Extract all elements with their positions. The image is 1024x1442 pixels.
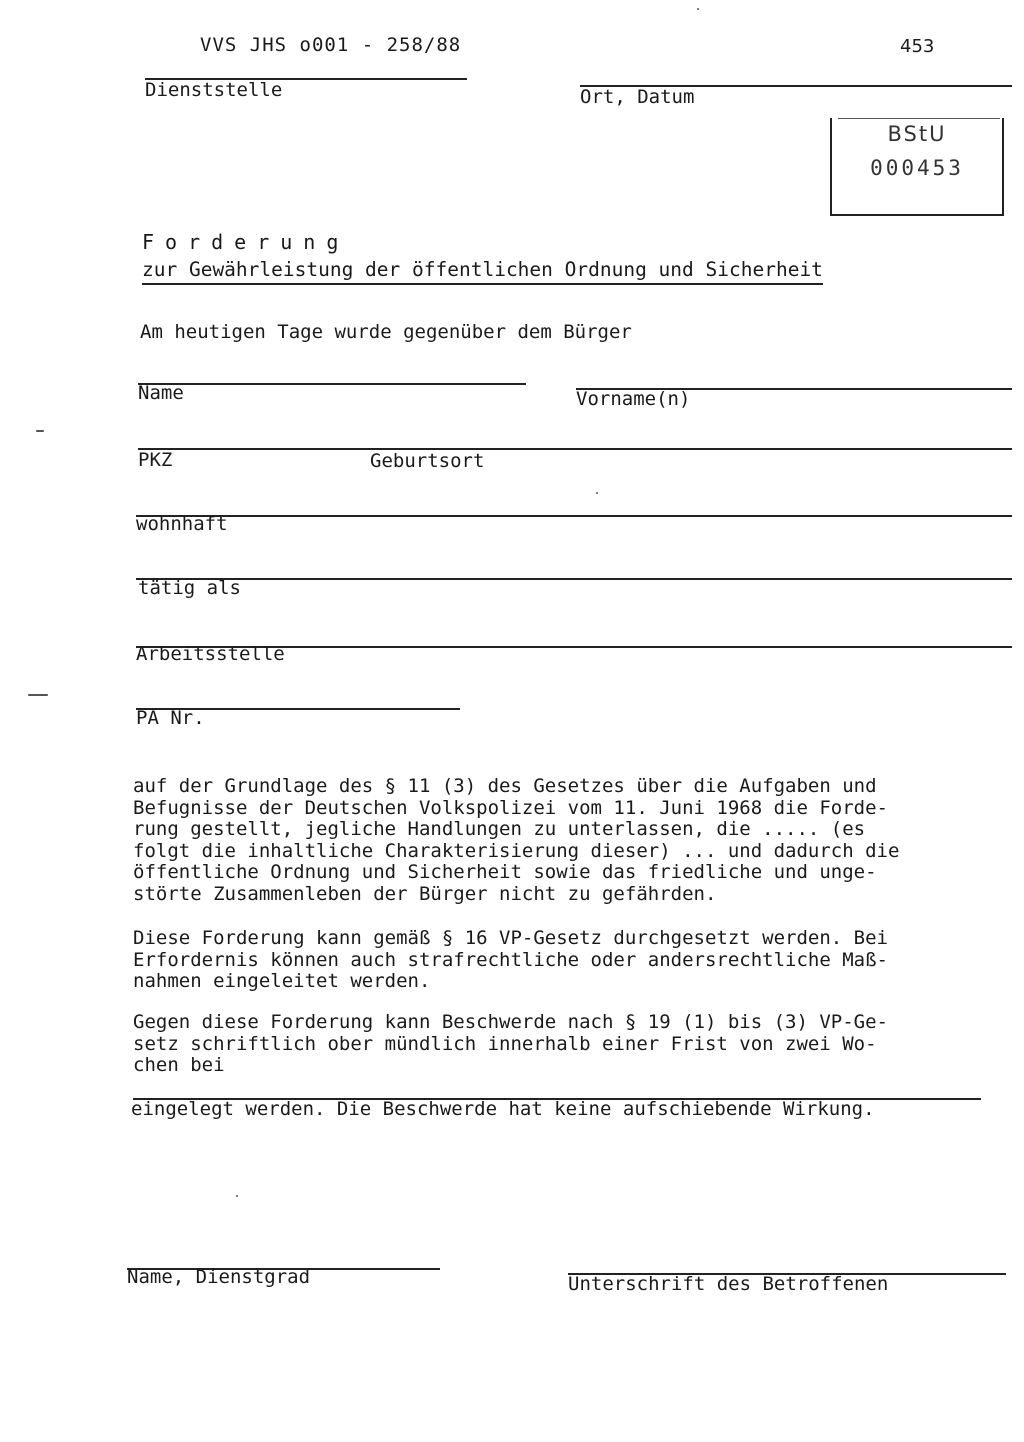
office-label: Dienststelle [145, 79, 283, 101]
appeal-paragraph [133, 1012, 1003, 1077]
pa-number-label: PA Nr. [136, 707, 205, 729]
pkz-label: PKZ [138, 449, 173, 471]
birthplace-label: Geburtsort [370, 450, 485, 472]
scan-speck [28, 694, 48, 696]
scan-speck [236, 1195, 238, 1197]
paragraph-line: öffentliche Ordnung und Sicherheit sowie das friedliche und unge- [133, 861, 877, 883]
scan-speck [36, 430, 44, 432]
residence-label: wohnhaft [136, 513, 228, 535]
paragraph-line: Befugnisse der Deutschen Volkspolizei vom 11. Juni 1968 die Forde- [133, 796, 888, 819]
place-date-label: Ort, Datum [580, 86, 695, 108]
archive-stamp [830, 118, 1004, 216]
scan-speck [596, 492, 598, 494]
name-line [138, 383, 526, 385]
paragraph-line: rung gestellt, jegliche Handlungen zu unterlassen, die ..... (es [133, 818, 866, 840]
paragraph-line: chen bei [133, 1054, 225, 1076]
paragraph-line: Diese Forderung kann gemäß § 16 VP-Gesetz durchgesetzt werden. Bei [133, 927, 888, 949]
affected-signature-label: Unterschrift des Betroffenen [568, 1273, 889, 1295]
intro-text: Am heutigen Tage wurde gegenüber dem Bürger [140, 321, 632, 343]
paragraph-line: nahmen eingeleitet werden. [133, 970, 431, 992]
paragraph-line: Erfordernis können auch strafrechtliche oder andersrechtliche Maß- [133, 948, 888, 971]
occupation-label: tätig als [138, 577, 241, 599]
paragraph-line: setz schriftlich ober mündlich innerhalb einer Frist von zwei Wo- [133, 1032, 877, 1055]
document-reference: VVS JHS o001 - 258/88 [200, 34, 462, 56]
occupation-line [136, 578, 1012, 580]
paragraph-line: folgt die inhaltliche Charakterisierung dieser) ... und dadurch die [133, 839, 900, 862]
page-number: 453 [900, 36, 935, 57]
stamp-line-1: BStU [887, 122, 947, 146]
first-names-label: Vorname(n) [576, 388, 691, 410]
paragraph-line: störte Zusammenleben der Bürger nicht zu gefährden. [133, 882, 717, 905]
pkz-line [138, 448, 1012, 450]
form-title: Forderung [142, 230, 350, 254]
residence-line [136, 515, 1012, 517]
workplace-label: Arbeitsstelle [136, 643, 285, 665]
paragraph-line: auf der Grundlage des § 11 (3) des Gesetzes über die Aufgaben und [133, 775, 877, 797]
appeal-paragraph-end: eingelegt werden. Die Beschwerde hat keine aufschiebende Wirkung. [131, 1098, 875, 1120]
stamp-line-2: 000453 [870, 156, 964, 180]
name-label: Name [138, 382, 184, 404]
legal-basis-paragraph [133, 776, 1003, 905]
scan-speck [697, 8, 699, 10]
enforcement-paragraph [133, 928, 1003, 993]
form-subtitle: zur Gewährleistung der öffentlichen Ordnung und Sicherheit [142, 259, 823, 285]
paragraph-line: Gegen diese Forderung kann Beschwerde nach § 19 (1) bis (3) VP-Ge- [133, 1011, 888, 1033]
official-signature-label: Name, Dienstgrad [127, 1266, 311, 1288]
